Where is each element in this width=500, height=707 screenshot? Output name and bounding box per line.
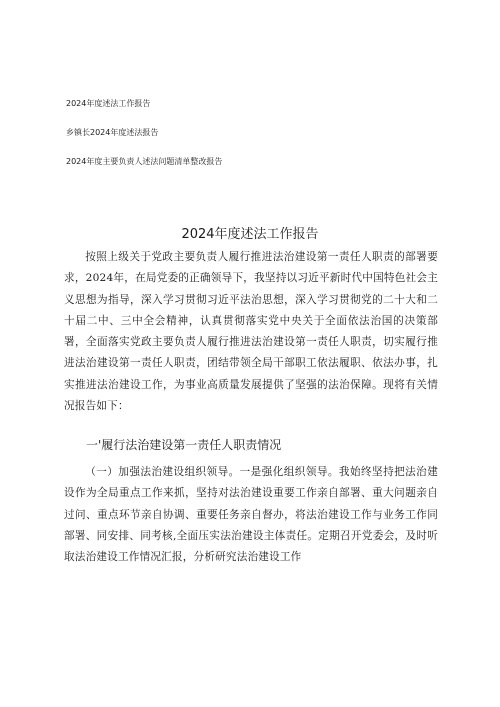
intro-paragraph-block	[64, 247, 438, 417]
document-title: 2024年度述法工作报告	[181, 227, 319, 242]
intro-paragraph: 按照上级关于党政主要负责人履行推进法治建设第一责任人职责的部署要求，2024年，在局党委的正确领导下，我坚持以习近平新时代中国特色社会主义思想为指导，深入学习贯彻习近平法治思想，深入学习贯彻党的二十大和二十届二中、三中全会精神，认真贯彻落实党中央关于全面依法治国的决策部署，全面落实党政主要负责人履行推进法治建设第一责任人职责，切实履行推进法治建设第一责任人职责，团结带领全局干部职工依法履职、依法办事，扎实推进法治建设工作，为事业高质量发展提供了坚强的法治保障。现将有关情况报告如下：	[64, 251, 438, 413]
table-of-contents	[66, 99, 446, 186]
toc-item[interactable]: 2024年度主要负责人述法问题清单整改报告	[66, 157, 223, 166]
section-paragraph-block	[64, 462, 438, 568]
toc-item[interactable]: 乡镇长2024年度述法报告	[66, 128, 159, 137]
section-heading: 一'履行法治建设第一责任人职责情况	[86, 438, 282, 452]
section-paragraph: （一）加强法治建设组织领导。一是强化组织领导。我始终坚持把法治建设作为全局重点工作来抓，坚持对法治建设重要工作亲自部署、重大问题亲自过问、重点环节亲自协调、重要任务亲自督办，将法治建设工作与业务工作同部署、同安排、同考核,全面压实法治建设主体责任。定期召开党委会，及时听取法治建设工作情况汇报，分析研究法治建设工作	[64, 466, 438, 564]
toc-item[interactable]: 2024年度述法工作报告	[66, 99, 151, 108]
